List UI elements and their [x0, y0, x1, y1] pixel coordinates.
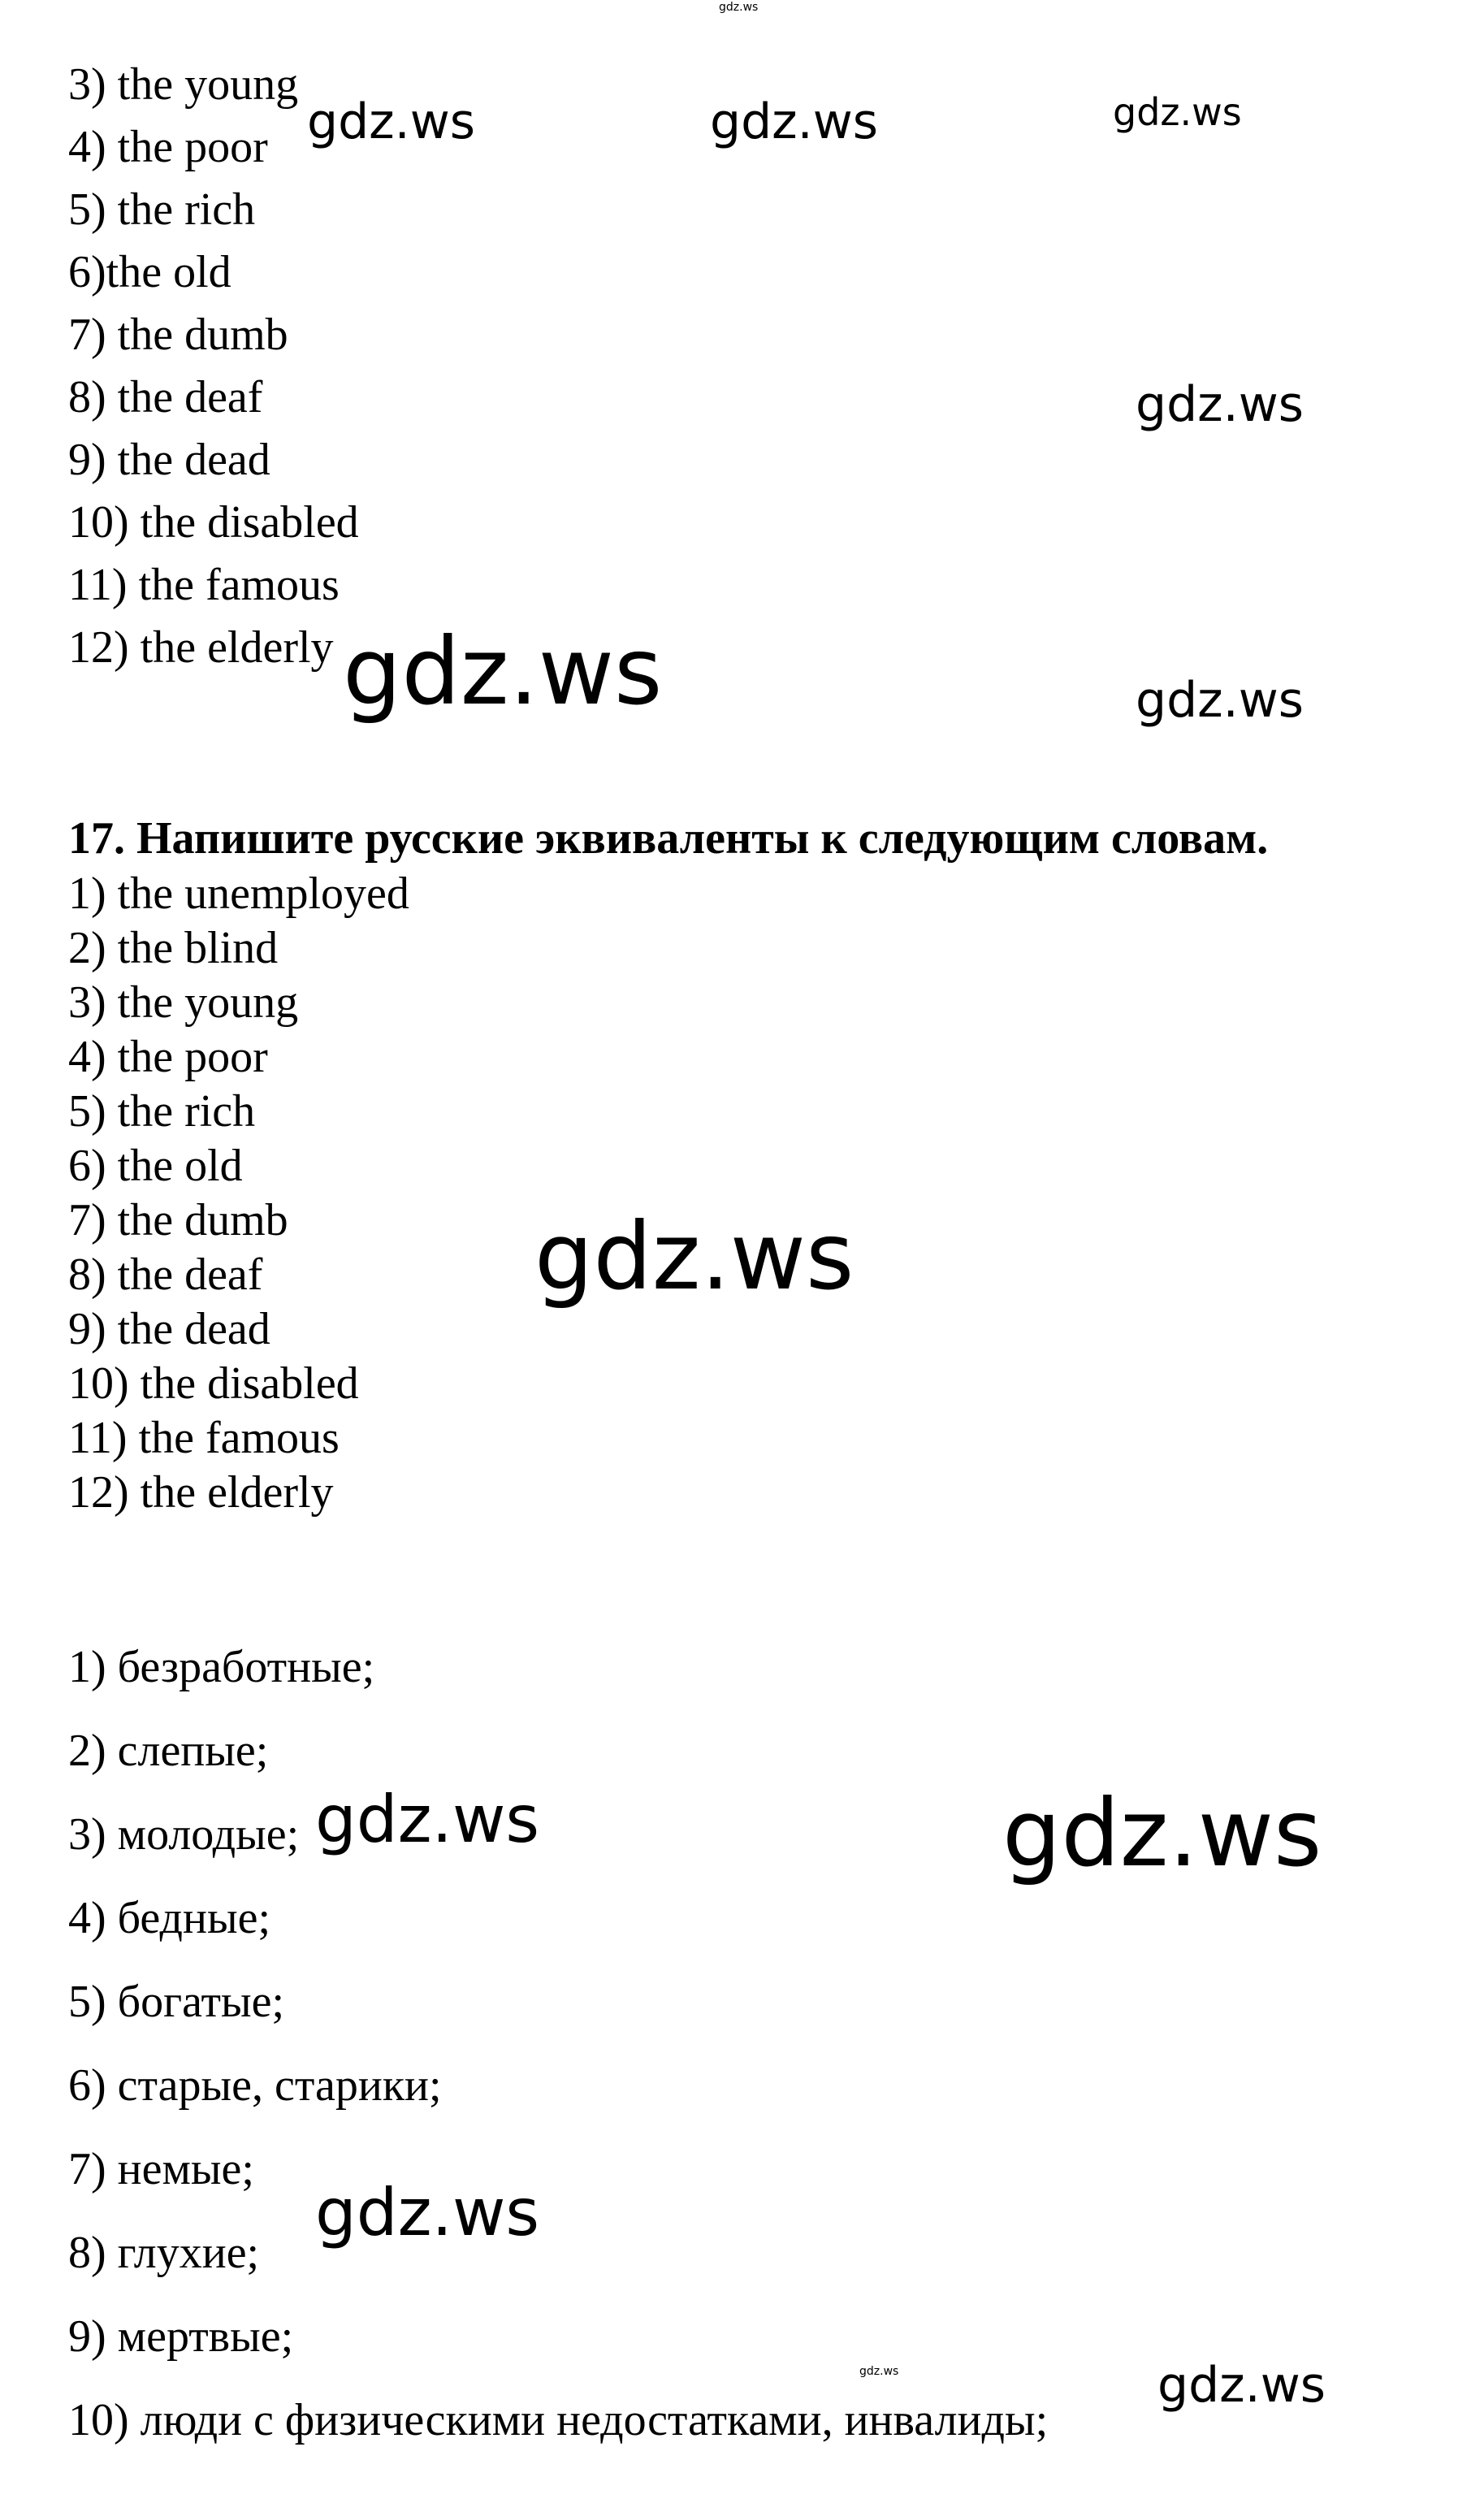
watermark: gdz.ws [315, 2175, 540, 2250]
answer-item: 5) богатые; [68, 1977, 285, 2027]
list-item: 5) the rich [68, 184, 256, 235]
list-item: 6)the old [68, 247, 231, 297]
answer-item: 10) люди с физическими недостатками, инвалиды; [68, 2395, 1049, 2445]
answer-item: 9) мертвые; [68, 2311, 294, 2362]
list-item: 2) the blind [68, 923, 279, 973]
list-item: 5) the rich [68, 1086, 256, 1137]
watermark: gdz.ws [534, 1202, 854, 1310]
list-item: 11) the famous [68, 1413, 340, 1463]
list-item: 10) the disabled [68, 1358, 359, 1409]
answer-item: 8) глухие; [68, 2228, 260, 2278]
list-item: 7) the dumb [68, 310, 288, 360]
watermark: gdz.ws [307, 93, 476, 150]
list-item: 12) the elderly [68, 622, 334, 673]
list-item: 9) the dead [68, 1304, 270, 1354]
answer-item: 2) слепые; [68, 1726, 269, 1776]
watermark: gdz.ws [710, 93, 879, 150]
watermark: gdz.ws [1136, 376, 1304, 433]
list-item: 6) the old [68, 1141, 243, 1191]
watermark: gdz.ws [1002, 1779, 1322, 1887]
list-item: 9) the dead [68, 435, 270, 485]
watermark: gdz.ws [315, 1782, 540, 1857]
watermark: gdz.ws [1136, 672, 1304, 729]
watermark: gdz.ws [859, 2365, 899, 2378]
list-item: 4) the poor [68, 1032, 268, 1082]
list-item: 12) the elderly [68, 1467, 334, 1518]
task-heading: 17. Напишите русские эквиваленты к следующим словам. [68, 813, 1269, 864]
answer-item: 1) безработные; [68, 1642, 375, 1692]
list-item: 8) the deaf [68, 1250, 263, 1300]
list-item: 11) the famous [68, 560, 340, 610]
list-item: 8) the deaf [68, 372, 263, 422]
answer-item: 6) старые, старики; [68, 2060, 442, 2111]
watermark: gdz.ws [343, 617, 663, 725]
answer-item: 3) молодые; [68, 1809, 300, 1860]
list-item: 1) the unemployed [68, 868, 409, 919]
list-item: 7) the dumb [68, 1195, 288, 1245]
list-item: 10) the disabled [68, 497, 359, 548]
list-item: 3) the young [68, 59, 299, 110]
watermark: gdz.ws [1113, 90, 1242, 134]
answer-item: 4) бедные; [68, 1893, 271, 1943]
list-item: 3) the young [68, 977, 299, 1028]
watermark: gdz.ws [719, 1, 759, 14]
watermark: gdz.ws [1157, 2357, 1326, 2414]
answer-item: 7) немые; [68, 2144, 254, 2194]
list-item: 4) the poor [68, 122, 268, 172]
